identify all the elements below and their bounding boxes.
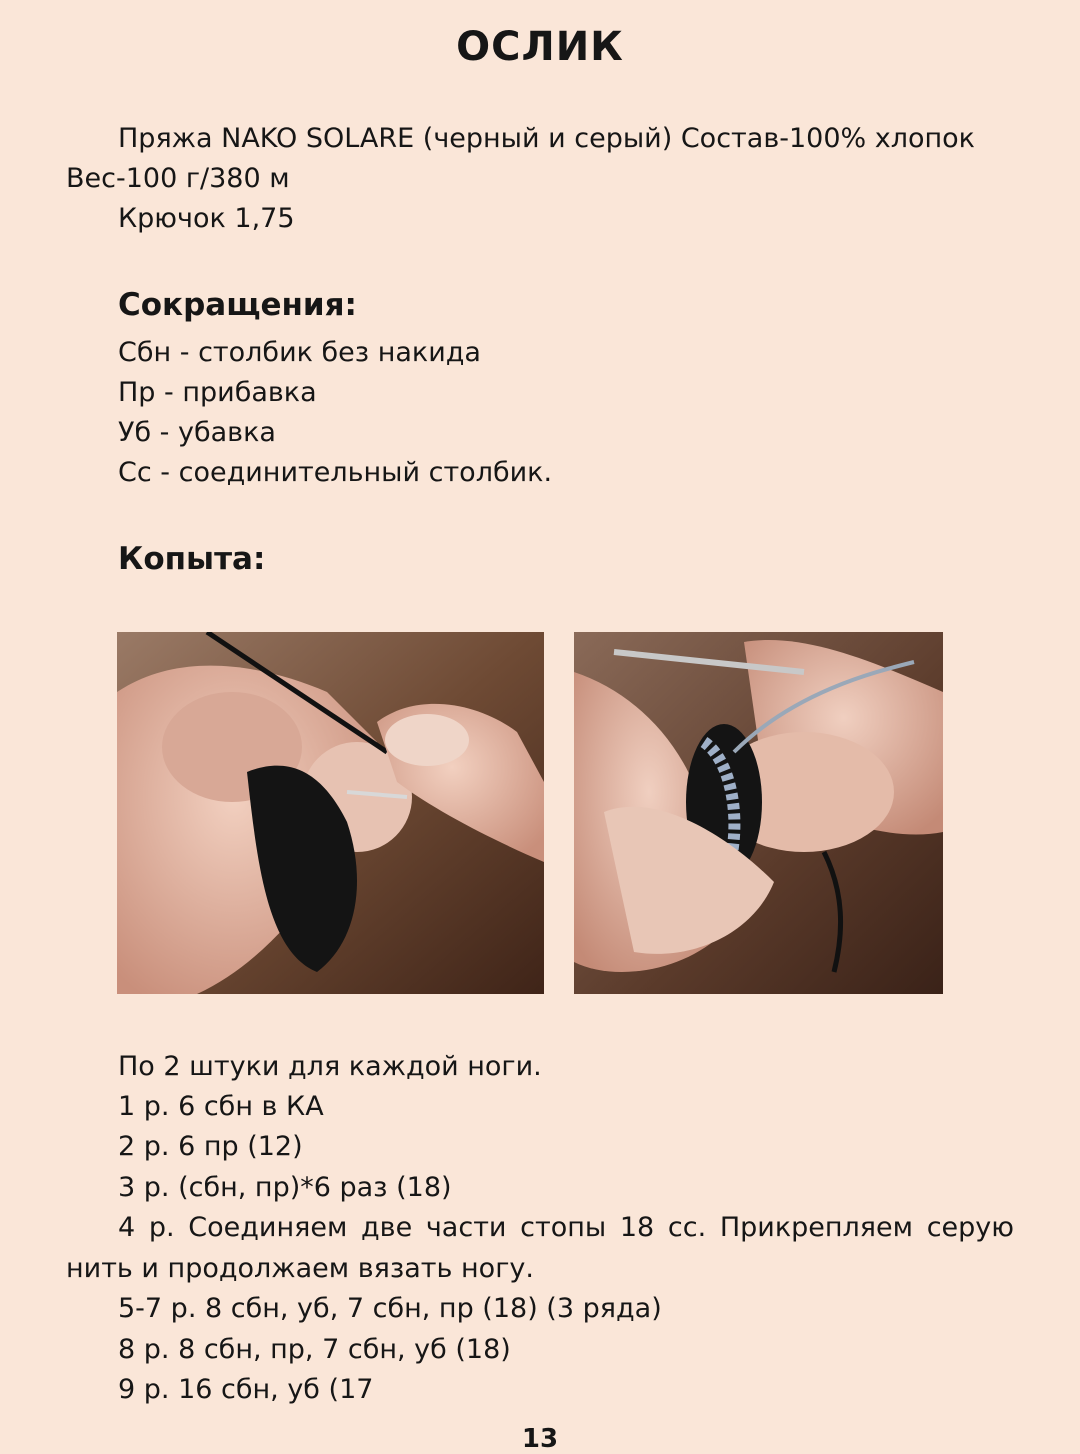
hooves-intro: По 2 штуки для каждой ноги. <box>118 1051 542 1082</box>
abbreviation-item: Уб - убавка <box>118 417 276 448</box>
photo-hand-crochet-grey-yarn <box>574 632 943 994</box>
instruction-row: 5-7 р. 8 сбн, уб, 7 сбн, пр (18) (3 ряда) <box>118 1293 662 1324</box>
abbreviation-item: Сс - соединительный столбик. <box>118 457 553 488</box>
instruction-row-4-cont: нить и продолжаем вязать ногу. <box>66 1253 534 1284</box>
instruction-row: 2 р. 6 пр (12) <box>118 1131 303 1162</box>
instruction-row-4: 4 р. Соединяем две части стопы 18 сс. Прикрепляем серую <box>118 1212 1014 1243</box>
abbreviation-item: Сбн - столбик без накида <box>118 337 481 368</box>
yarn-line-2: Вес-100 г/380 м <box>66 163 290 194</box>
abbreviation-item: Пр - прибавка <box>118 377 317 408</box>
instruction-row: 9 р. 16 сбн, уб (17 <box>118 1374 374 1405</box>
hook-size: Крючок 1,75 <box>118 203 295 234</box>
page-title: ОСЛИК <box>456 24 624 70</box>
instruction-row: 8 р. 8 сбн, пр, 7 сбн, уб (18) <box>118 1334 511 1365</box>
hooves-heading: Копыта: <box>118 541 266 577</box>
photo-hand-crochet-black-yarn <box>117 632 544 994</box>
instruction-row: 1 р. 6 сбн в КА <box>118 1091 324 1122</box>
abbreviations-heading: Сокращения: <box>118 287 357 323</box>
page-number: 13 <box>521 1424 559 1454</box>
yarn-line-1: Пряжа NAKO SOLARE (черный и серый) Состав-100% хлопок <box>118 123 975 154</box>
instruction-row: 3 р. (сбн, пр)*6 раз (18) <box>118 1172 452 1203</box>
